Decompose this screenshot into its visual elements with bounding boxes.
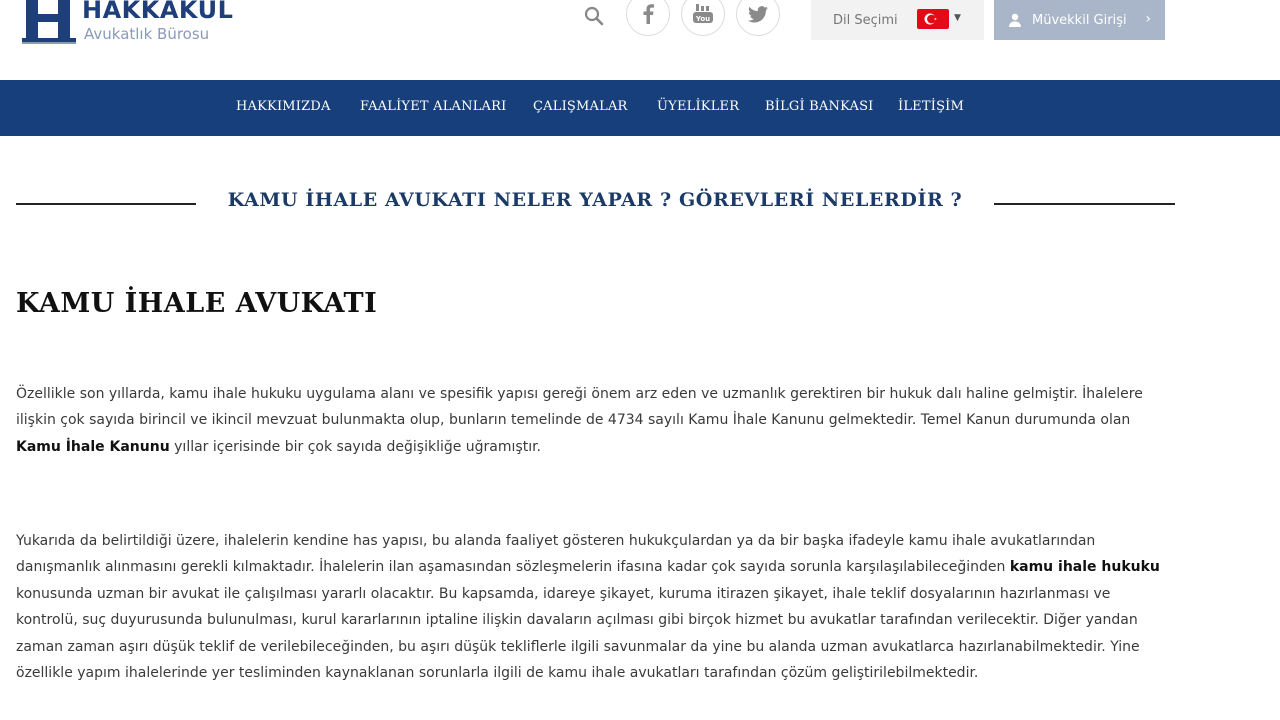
logo-subtitle: Avukatlık Bürosu — [84, 25, 210, 43]
title-divider-right — [994, 203, 1175, 205]
turkey-flag-icon — [917, 9, 949, 29]
twitter-icon — [748, 6, 768, 23]
youtube-icon — [692, 3, 714, 25]
chevron-right-icon: › — [1145, 11, 1151, 27]
site-logo[interactable] — [22, 0, 242, 48]
language-selector[interactable] — [811, 0, 984, 40]
search-icon — [584, 6, 604, 26]
section-heading: KAMU İHALE AVUKATI — [16, 288, 378, 319]
paragraph-2 — [16, 528, 1176, 686]
user-icon — [1008, 13, 1022, 27]
nav-item-uyelikler[interactable]: ÜYELİKLER — [657, 99, 740, 114]
client-login-label: Müvekkil Girişi — [1032, 12, 1127, 28]
title-divider-left — [16, 203, 196, 205]
youtube-button[interactable] — [681, 0, 725, 36]
main-navigation — [0, 80, 1280, 136]
paragraph-2-bold: kamu ihale hukuku — [1009, 559, 1160, 576]
nav-item-bilgi-bankasi[interactable]: BİLGİ BANKASI — [765, 99, 874, 114]
chevron-down-icon: ▼ — [954, 13, 961, 23]
page-title: KAMU İHALE AVUKATI NELER YAPAR ? GÖREVLERİ NELERDİR ? — [227, 189, 963, 211]
nav-item-iletisim[interactable]: İLETİŞİM — [898, 99, 965, 114]
facebook-button[interactable] — [626, 0, 670, 36]
logo-name: HAKKAKUL — [82, 0, 234, 24]
facebook-icon — [642, 4, 654, 24]
paragraph-1-bold: Kamu İhale Kanunu — [16, 438, 170, 455]
svg-text:You: You — [695, 15, 711, 23]
nav-item-hakkimizda[interactable]: HAKKIMIZDA — [236, 99, 331, 114]
paragraph-1 — [16, 381, 1176, 460]
search-button[interactable] — [578, 0, 610, 32]
logo-h-icon — [22, 0, 76, 46]
paragraph-1-text: Özellikle son yıllarda, kamu ihale hukuku uygulama alanı ve spesifik yapısı gereği önem arz eden ve uzmanlık gerektiren bir hukuk dalı haline gelmiştir. İhalelere ilişkin çok sayıda birincil ve ikincil mevzuat bulunmakta olup, bunların temelinde de 4734 sayılı Kamu İhale Kanunu gelmektedir. Temel Kanun durumunda olan — [16, 386, 1143, 429]
site-header — [0, 0, 1280, 80]
nav-item-calismalar[interactable]: ÇALIŞMALAR — [533, 99, 628, 114]
nav-item-faaliyet-alanlari[interactable]: FAALİYET ALANLARI — [360, 99, 507, 114]
twitter-button[interactable] — [736, 0, 780, 36]
paragraph-2-text-end: konusunda uzman bir avukat ile çalışılması yararlı olacaktır. Bu kapsamda, idareye şikayet, kuruma itirazen şikayet, ihale teklif dosyalarının hazırlanması ve kontrolü, suç duyurusunda bulunulması, kurul kararlarının iptaline ilişkin davaların açılması gibi birçok hizmet bu avukatlar tarafından verilecektir. Diğer yandan zaman zaman aşırı düşük teklif de verilebileceğinden, bu aşırı düşük tekliflerle ilgili savunmalar da yine bu alanda uzman avukatlarca hazırlanabilmektedir. Yine özellikle yapım ihalelerinde yer tesliminden kaynaklanan sorunlarla ilgili de kamu ihale avukatları tarafından çözüm geliştirilebilmektedir. — [16, 585, 1140, 682]
language-label: Dil Seçimi — [833, 12, 898, 28]
paragraph-2-text: Yukarıda da belirtildiği üzere, ihalelerin kendine has yapısı, bu alanda faaliyet gösteren hukukçulardan ya da bir başka ifadeyle kamu ihale avukatlarından danışmanlık alınmasını gerekli kılmaktadır. İhalelerin ilan aşamasından sözleşmelerin ifasına kadar çok sayıda sorunla karşılaşılabileceğinden — [16, 533, 1096, 576]
client-login-button[interactable] — [994, 0, 1165, 40]
paragraph-1-text-end: yıllar içerisinde bir çok sayıda değişikliğe uğramıştır. — [169, 438, 542, 455]
